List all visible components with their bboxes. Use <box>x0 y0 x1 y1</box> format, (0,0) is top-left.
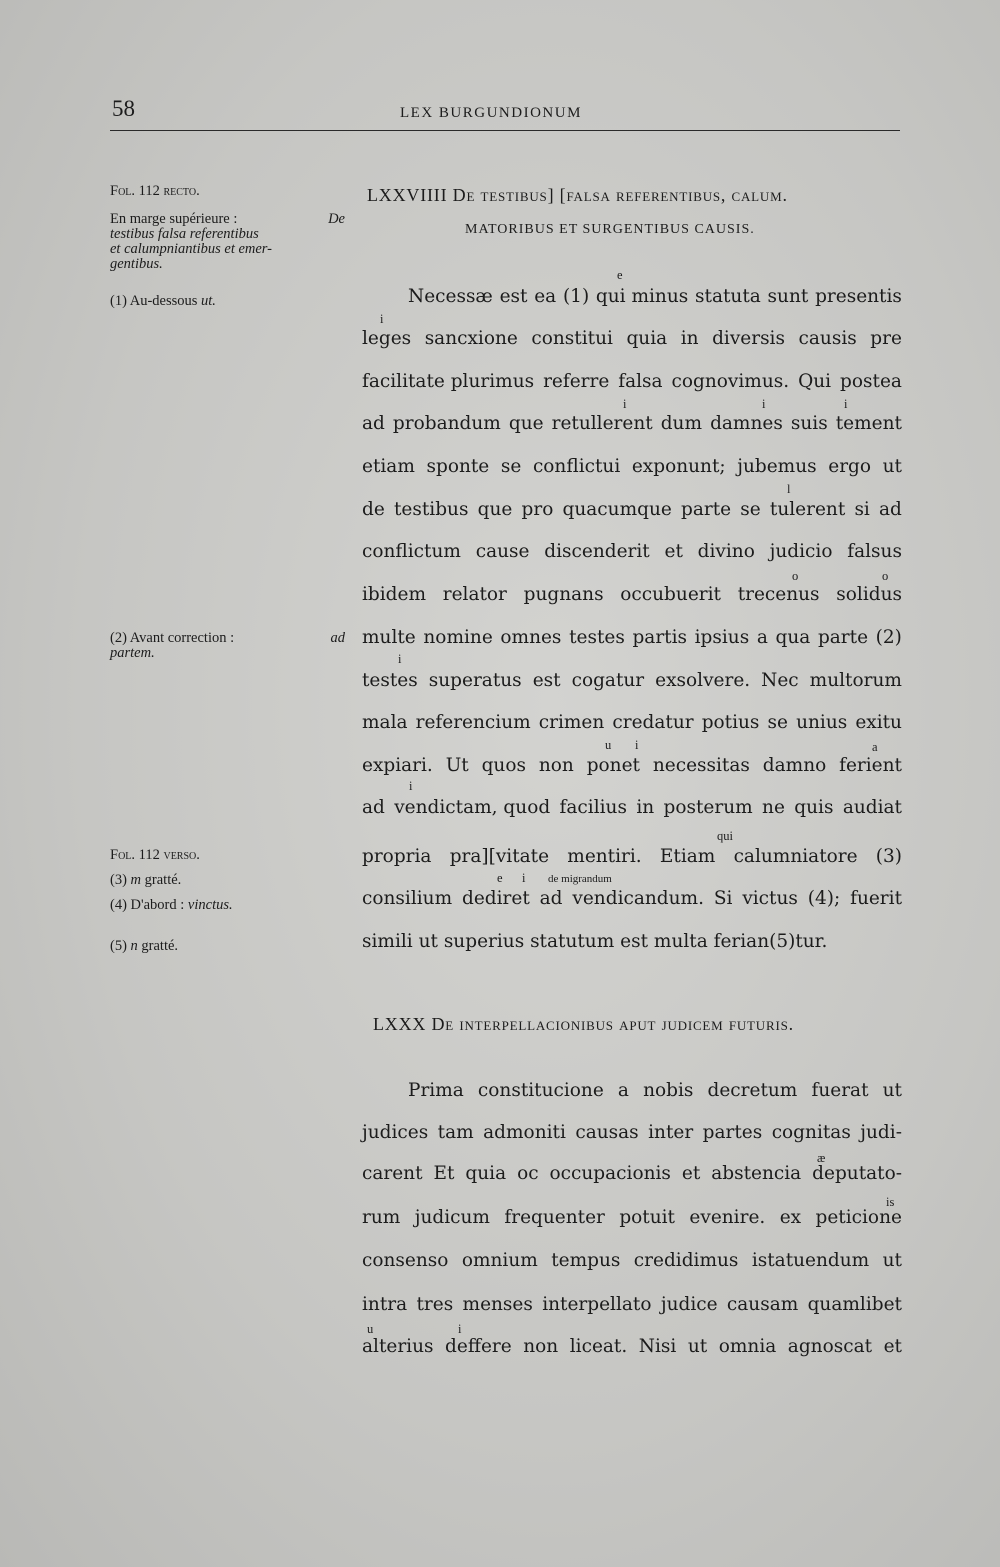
word: partes <box>702 1122 763 1143</box>
text-line <box>362 712 902 733</box>
word: tulerent <box>769 499 846 520</box>
text-line <box>408 286 902 307</box>
text-line <box>362 1163 902 1184</box>
text-line <box>362 670 902 691</box>
sidenote-note-2 <box>110 631 345 661</box>
gloss: e <box>617 268 623 282</box>
word: audiat <box>842 797 902 818</box>
word: pre <box>870 328 902 349</box>
sidenote-fol-112-verso <box>110 848 345 863</box>
word: divino <box>697 541 755 562</box>
word: propria <box>362 846 432 867</box>
text-line <box>362 1250 902 1271</box>
word: carent <box>362 1163 423 1184</box>
text-line <box>362 456 902 477</box>
text-line <box>362 888 902 909</box>
word: deputato- <box>812 1163 902 1184</box>
word: parte <box>681 499 732 520</box>
running-title: LEX BURGUNDIONUM <box>400 105 582 121</box>
word: pro <box>521 499 554 520</box>
word: constitucione <box>477 1080 604 1101</box>
word: occubuerit <box>620 584 721 605</box>
note-3-prefix: (3) <box>110 872 127 888</box>
text-line <box>362 755 902 776</box>
word: testes <box>569 627 625 648</box>
word: et <box>664 541 683 562</box>
sidenote-note-1 <box>110 294 345 309</box>
word: omnes <box>500 627 562 648</box>
folio-label: Fol. 112 verso. <box>110 847 200 863</box>
word: se <box>767 712 788 733</box>
word: cognitas <box>771 1122 851 1143</box>
word: (1) <box>562 286 590 307</box>
gloss: l <box>787 482 791 496</box>
gloss: o <box>792 569 799 583</box>
gloss: i <box>398 652 402 666</box>
word: causam <box>726 1294 799 1315</box>
text-line <box>362 797 902 818</box>
word: judi- <box>860 1122 902 1143</box>
word: non <box>523 1336 559 1357</box>
word: consenso <box>362 1250 449 1271</box>
word: causis <box>798 328 857 349</box>
word: exsolvere. <box>655 670 751 691</box>
word: sancxione <box>424 328 518 349</box>
word: non <box>538 755 574 776</box>
text-line <box>362 584 902 605</box>
word: quia <box>465 1163 507 1184</box>
word: agnoscat <box>787 1336 873 1357</box>
gloss: i <box>844 397 848 411</box>
text-line <box>362 499 902 520</box>
word: fuerat <box>811 1080 869 1101</box>
word: si <box>854 499 870 520</box>
text-line <box>362 627 902 648</box>
gloss: u <box>605 738 612 752</box>
word: tres <box>416 1294 454 1315</box>
word: que <box>508 413 544 434</box>
word: ibidem <box>362 584 427 605</box>
gloss: o <box>882 569 889 583</box>
gloss: i <box>409 779 413 793</box>
word: quamlibet <box>807 1294 902 1315</box>
note-2-prefix: (2) Avant correction : <box>110 630 235 646</box>
word: ut <box>882 456 902 477</box>
word: quacumque <box>562 499 672 520</box>
word: Si <box>713 888 733 909</box>
word: decretum <box>707 1080 798 1101</box>
word: postea <box>840 371 902 392</box>
text-line <box>362 541 902 562</box>
word: potius <box>701 712 760 733</box>
marge-text-2: testibus falsa referentibus <box>110 226 259 242</box>
word: oc <box>517 1163 539 1184</box>
word: cogatur <box>571 670 645 691</box>
word: multorum <box>809 670 902 691</box>
word: ad <box>879 499 902 520</box>
word: in <box>636 797 655 818</box>
word: frequenter <box>504 1207 605 1228</box>
word: judice <box>660 1294 718 1315</box>
section-79-heading-line-2 <box>465 217 755 238</box>
word: ea <box>534 286 557 307</box>
word: potuit <box>619 1207 675 1228</box>
word: Etiam <box>659 846 716 867</box>
word: superatus <box>428 670 522 691</box>
word: presentis <box>815 286 902 307</box>
gloss: i <box>635 738 639 752</box>
word: ut <box>687 1336 708 1357</box>
word: deffere <box>445 1336 512 1357</box>
marge-text-3: et calumpniantibus et emer- <box>110 241 272 257</box>
word: istatuendum <box>751 1250 870 1271</box>
word: damnes <box>710 413 783 434</box>
word: (2) <box>875 627 902 648</box>
text-line <box>362 371 902 392</box>
word: quis <box>794 797 834 818</box>
word: est <box>532 670 561 691</box>
word: ferient <box>839 755 902 776</box>
word: statuta <box>695 286 761 307</box>
word: menses <box>462 1294 533 1315</box>
word: diversis <box>712 328 785 349</box>
word: Prima <box>408 1080 464 1101</box>
word: cause <box>475 541 530 562</box>
word: falsus <box>847 541 902 562</box>
word: suis <box>790 413 828 434</box>
note-1-prefix: (1) Au-dessous <box>110 293 198 309</box>
word: abstencia <box>711 1163 802 1184</box>
gloss: i <box>762 397 766 411</box>
gloss: de migrandum <box>548 873 612 885</box>
word: judicio <box>769 541 833 562</box>
word: testes <box>362 670 418 691</box>
word: probandum <box>392 413 501 434</box>
word: sponte <box>426 456 490 477</box>
word: in <box>680 328 699 349</box>
section-79-heading-line-1: LXXVIIII De testibus] [falsa referentibus, calum. <box>367 185 788 205</box>
word: facilius <box>559 797 627 818</box>
text-line <box>362 846 902 867</box>
word: partis <box>632 627 688 648</box>
word: cognovimus. <box>671 371 790 392</box>
running-head <box>110 96 900 131</box>
word: ipsius <box>694 627 750 648</box>
folio-label: Fol. 112 recto. <box>110 183 200 199</box>
section-80-heading: LXXX De interpellacionibus aput judicem futuris. <box>373 1014 794 1034</box>
word: constitui <box>531 328 613 349</box>
word: (4); <box>807 888 841 909</box>
gloss: u <box>367 1322 374 1336</box>
word: peticione <box>815 1207 902 1228</box>
word: consilium <box>362 888 453 909</box>
word: posterum <box>663 797 753 818</box>
word: qua <box>775 627 811 648</box>
word: et <box>883 1336 902 1357</box>
word: omnia <box>718 1336 777 1357</box>
word: unius <box>796 712 848 733</box>
word: solidus <box>836 584 902 605</box>
word: a <box>756 627 768 648</box>
marge-text-1: De <box>328 211 345 227</box>
gloss: e <box>497 871 503 885</box>
word: testibus <box>393 499 469 520</box>
word: mala <box>362 712 408 733</box>
word: retullerent <box>551 413 653 434</box>
word: evenire. <box>689 1207 766 1228</box>
note-2-word-2: partem. <box>110 645 155 661</box>
word: necessitas <box>652 755 750 776</box>
word: judices <box>362 1122 429 1143</box>
text-line <box>362 1336 902 1357</box>
gloss: i <box>380 312 384 326</box>
note-2-word-1: ad <box>330 630 345 646</box>
word: que <box>477 499 513 520</box>
word: tement <box>835 413 902 434</box>
word: Necessæ <box>408 286 493 307</box>
word: Nisi <box>638 1336 677 1357</box>
sidenote-note-4 <box>110 898 345 913</box>
word: alterius <box>362 1336 434 1357</box>
word: omnium <box>461 1250 538 1271</box>
word: qui minus <box>595 286 689 307</box>
heading-line-2-text: MATORIBUS ET SURGENTIBUS CAUSIS. <box>465 222 755 237</box>
word: interpellato <box>542 1294 652 1315</box>
word: intra <box>362 1294 408 1315</box>
word: ad <box>362 797 385 818</box>
word: judicum <box>414 1207 490 1228</box>
word: falsa <box>618 371 663 392</box>
gloss: is <box>886 1195 895 1209</box>
note-4-word: vinctus. <box>187 897 233 913</box>
word: se <box>500 456 522 477</box>
gloss: i <box>522 871 526 885</box>
word: inter <box>648 1122 694 1143</box>
word: conflictui <box>532 456 621 477</box>
gloss: i <box>623 397 627 411</box>
gloss: æ <box>817 1151 826 1165</box>
word: (3) <box>875 846 902 867</box>
word: tempus <box>551 1250 621 1271</box>
word: damno <box>762 755 827 776</box>
word: a <box>617 1080 629 1101</box>
word: causas <box>575 1122 639 1143</box>
note-5-letter: n <box>130 938 138 954</box>
word: simili ut superius statutum est multa ferian(5)tur. <box>362 931 828 952</box>
sidenote-note-5 <box>110 939 345 954</box>
text-line <box>408 1080 902 1101</box>
word: referre <box>543 371 610 392</box>
text-line <box>362 1122 902 1143</box>
note-1-word: ut. <box>201 293 216 309</box>
word: fuerit <box>850 888 902 909</box>
word: crimen <box>538 712 605 733</box>
gloss: qui <box>717 829 733 843</box>
word: exponunt; <box>631 456 726 477</box>
word: discenderit <box>544 541 650 562</box>
word: expiari. <box>362 755 433 776</box>
marge-text-4: gentibus. <box>110 256 163 272</box>
word: relator <box>442 584 507 605</box>
word: admoniti <box>483 1122 566 1143</box>
word: etiam <box>362 456 415 477</box>
word: Qui <box>798 371 832 392</box>
text-line <box>362 1207 902 1228</box>
word: nobis <box>643 1080 694 1101</box>
word: ergo <box>828 456 872 477</box>
word: credidimus <box>633 1250 739 1271</box>
word: ad <box>362 413 385 434</box>
word: et <box>681 1163 701 1184</box>
marge-prefix: En marge supérieure : <box>110 211 238 227</box>
word: facilitate plurimus <box>362 371 535 392</box>
word: dediret <box>462 888 530 909</box>
word: sunt <box>767 286 809 307</box>
word: parte <box>817 627 869 648</box>
word: se <box>740 499 761 520</box>
word: dum <box>660 413 703 434</box>
word: ponet <box>586 755 640 776</box>
word: quia <box>626 328 668 349</box>
word: vendictam, quod <box>394 797 551 818</box>
word: de <box>362 499 385 520</box>
word: trecenus <box>737 584 820 605</box>
word: Ut <box>445 755 469 776</box>
word: nomine <box>423 627 493 648</box>
word: conflictum <box>362 541 461 562</box>
word: tam <box>437 1122 474 1143</box>
note-4-prefix: (4) D'abord : <box>110 897 185 913</box>
text-line <box>362 1294 902 1315</box>
word: liceat. <box>569 1336 628 1357</box>
word: jubemus <box>737 456 817 477</box>
sidenote-marge <box>110 212 345 272</box>
word: pugnans <box>523 584 604 605</box>
word: calumniatore <box>733 846 858 867</box>
word: referencium <box>415 712 531 733</box>
note-3-suffix: gratté. <box>144 872 182 888</box>
word: vendicandum. <box>572 888 704 909</box>
word: mentiri. <box>567 846 642 867</box>
word: pra][vitate <box>449 846 550 867</box>
word: Nec <box>761 670 799 691</box>
word: occupacionis <box>549 1163 671 1184</box>
word: ut <box>882 1250 902 1271</box>
word: ut <box>882 1080 902 1101</box>
word: ne <box>762 797 785 818</box>
note-5-suffix: gratté. <box>141 938 179 954</box>
note-5-prefix: (5) <box>110 938 127 954</box>
word: Et <box>433 1163 455 1184</box>
word: ad <box>539 888 563 909</box>
word: est <box>499 286 528 307</box>
word: ex <box>779 1207 802 1228</box>
sidenote-note-3 <box>110 873 345 888</box>
text-line <box>362 413 902 434</box>
word: credatur <box>612 712 694 733</box>
word: leges <box>362 328 412 349</box>
note-3-letter: m <box>130 872 142 888</box>
word: multe <box>362 627 416 648</box>
text-line <box>362 328 902 349</box>
gloss: a <box>872 740 878 754</box>
word: victus <box>742 888 798 909</box>
page-number: 58 <box>112 96 135 121</box>
text-line <box>362 931 902 952</box>
word: quos <box>481 755 526 776</box>
sidenote-fol-112-recto <box>110 184 345 199</box>
word: exitu <box>855 712 902 733</box>
word: rum <box>362 1207 401 1228</box>
gloss: i <box>458 1322 462 1336</box>
